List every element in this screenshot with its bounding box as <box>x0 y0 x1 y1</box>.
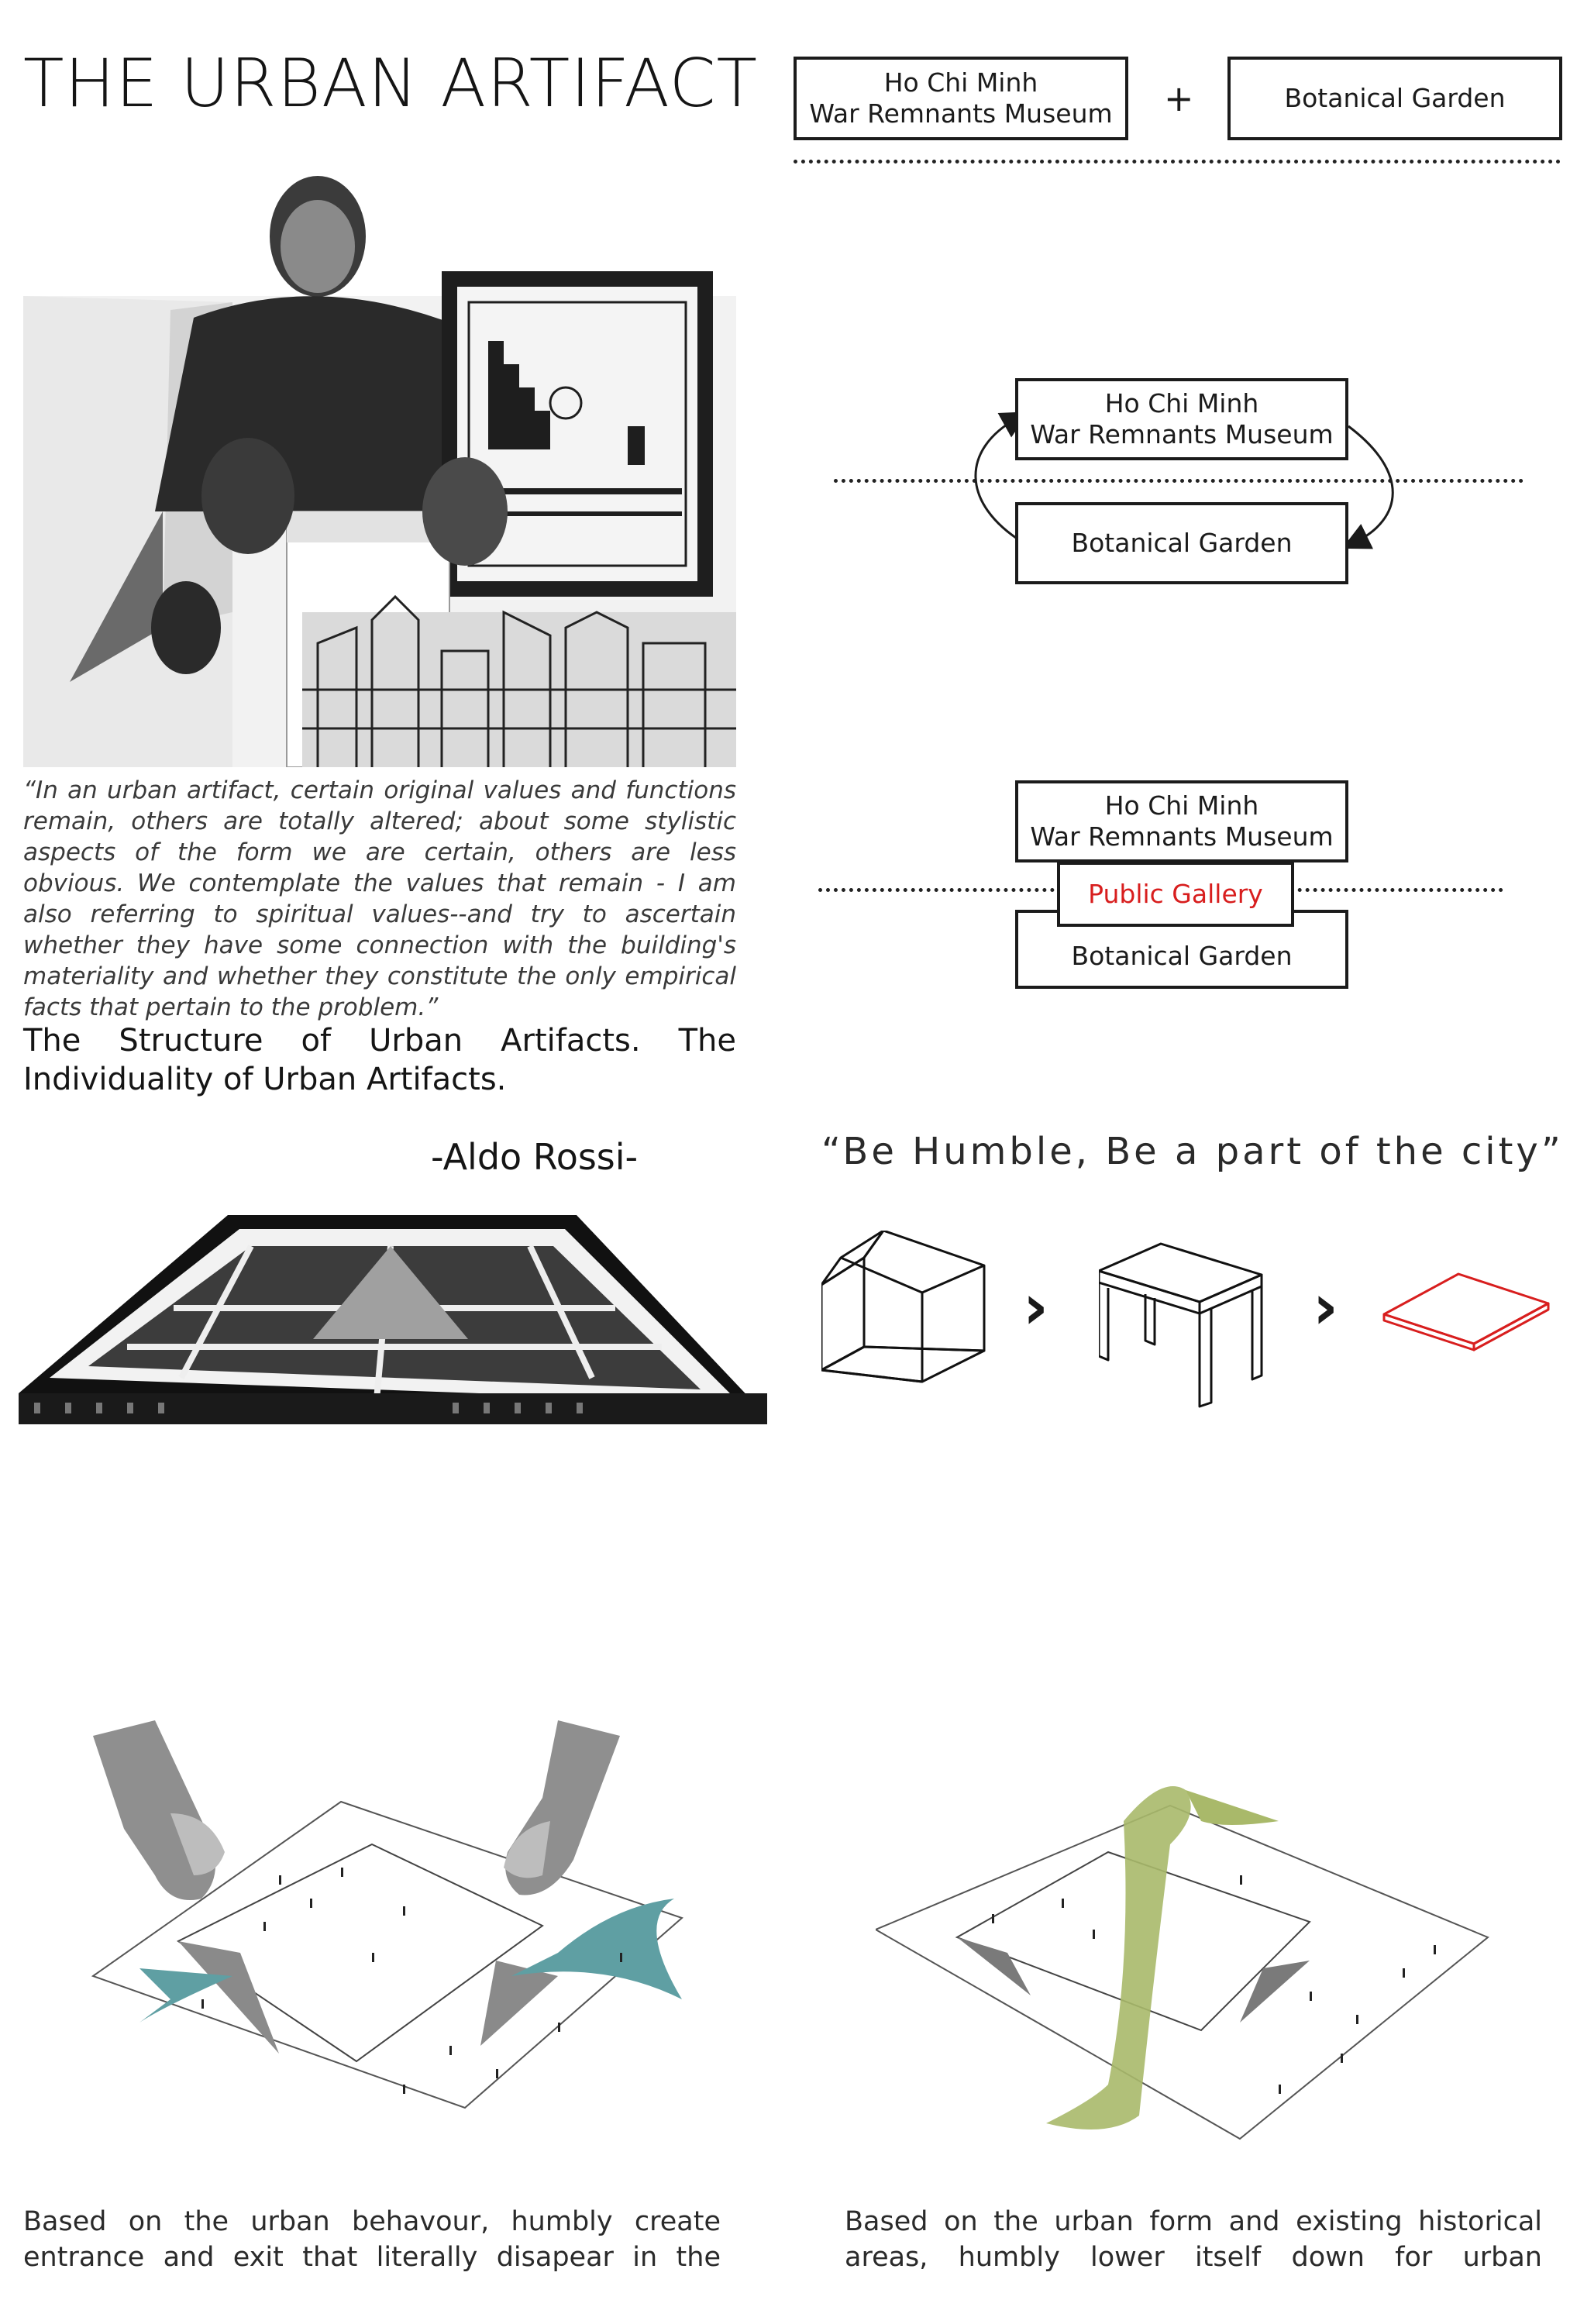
garden-box-label: Botanical Garden <box>1284 83 1506 113</box>
divider-dotted-top <box>794 160 1561 164</box>
lowered-plane-diagram <box>876 1775 1496 2147</box>
museum-stack-line1: Ho Chi Minh <box>1104 790 1259 821</box>
museum-box-top <box>794 57 1128 140</box>
left-diagram-caption: Based on the urban behavour, humbly create entrance and exit that literally disapear in the <box>23 2206 721 2273</box>
museum-swap-line1: Ho Chi Minh <box>1104 388 1259 418</box>
rossi-quote: “In an urban artifact, certain original values and functions remain, others are totally altered; about some stylistic aspects of the form we are certain, others are less obvious. We contemplate the values that remain - I am also referring to spiritual values--and try to ascertain whether they have some connection with the building's materiality and whether they constitute the only empirical facts that pertain to the problem.” <box>23 776 736 1021</box>
page-title: THE URBAN ARTIFACT <box>23 45 759 122</box>
house-icon <box>821 1231 992 1386</box>
museum-box-swap <box>1015 378 1348 460</box>
public-gallery-label: Public Gallery <box>1088 879 1263 909</box>
plus-sign: + <box>1164 77 1194 119</box>
public-gallery-box <box>1057 862 1294 927</box>
quote-author: -Aldo Rossi- <box>431 1136 639 1178</box>
table-frame-icon <box>1099 1224 1269 1410</box>
garden-stack-label: Botanical Garden <box>1071 941 1293 971</box>
hands-lifting-diagram <box>77 1720 697 2154</box>
arrow-step-2: › <box>1313 1271 1338 1343</box>
museum-stack-line2: War Remnants Museum <box>1030 821 1334 852</box>
garden-box-top <box>1227 57 1562 140</box>
aldo-rossi-collage <box>23 147 736 767</box>
garden-box-swap <box>1015 502 1348 584</box>
flat-plane-icon <box>1382 1266 1550 1375</box>
aerial-model-image <box>19 1200 767 1424</box>
museum-box-stack <box>1015 780 1348 862</box>
concept-motto: “Be Humble, Be a part of the city” <box>821 1130 1564 1173</box>
quote-source: The Structure of Urban Artifacts. The Individuality of Urban Artifacts. <box>23 1023 736 1097</box>
arrow-step-1: › <box>1023 1271 1048 1343</box>
garden-swap-label: Botanical Garden <box>1071 528 1293 558</box>
museum-swap-line2: War Remnants Museum <box>1030 419 1334 449</box>
museum-box-line1: Ho Chi Minh <box>883 67 1038 98</box>
museum-box-line2: War Remnants Museum <box>809 98 1113 129</box>
right-diagram-caption: Based on the urban form and existing historical areas, humbly lower itself down for urban <box>845 2206 1542 2273</box>
